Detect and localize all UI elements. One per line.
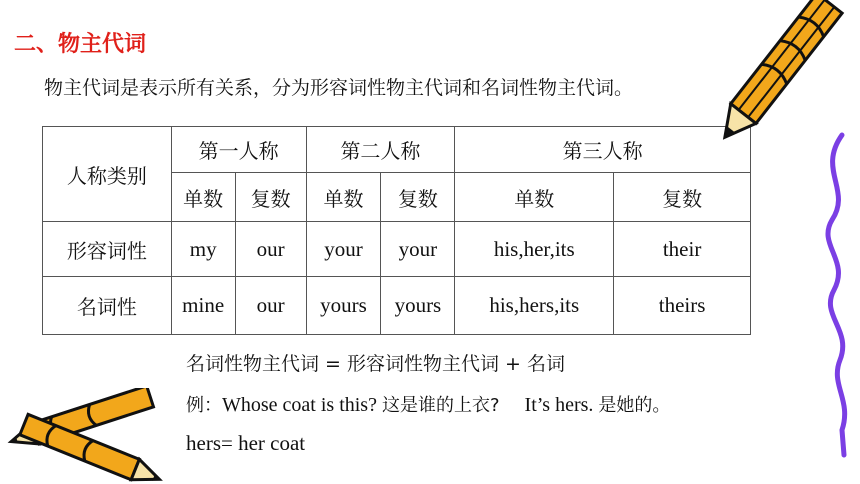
table-cell: yours (381, 277, 455, 335)
header-third-person: 第三人称 (455, 127, 751, 173)
header-number: 复数 (381, 173, 455, 222)
header-second-person: 第二人称 (306, 127, 455, 173)
table-cell: our (235, 277, 306, 335)
table-cell: their (614, 222, 751, 277)
row-label: 形容词性 (43, 222, 172, 277)
table-cell: theirs (614, 277, 751, 335)
example-answer-zh: 是她的。 (598, 395, 671, 416)
intro-text: 物主代词是表示所有关系，分为形容词性物主代词和名词性物主代词。 (44, 77, 634, 99)
table-cell: your (381, 222, 455, 277)
row-label: 名词性 (43, 277, 172, 335)
example-question-zh: 这是谁的上衣? (381, 395, 500, 416)
table-row (43, 222, 751, 277)
header-number: 单数 (455, 173, 614, 222)
table-row (43, 277, 751, 335)
table-cell: my (171, 222, 235, 277)
formula-text: 名词性物主代词 = 形容词性物主代词 + 名词 (186, 353, 565, 375)
example-prefix: 例： (186, 395, 222, 416)
crossed-pencils-clipart (0, 388, 175, 484)
section-heading: 二、物主代词 (14, 32, 147, 57)
header-number: 复数 (235, 173, 306, 222)
corner-header: 人称类别 (43, 127, 172, 222)
table-cell: yours (306, 277, 381, 335)
pronoun-table (42, 126, 751, 335)
header-number: 复数 (614, 173, 751, 222)
example-question-en: Whose coat is this? (222, 394, 377, 416)
note-text: hers= her coat (186, 431, 306, 455)
table-cell: your (306, 222, 381, 277)
header-number: 单数 (306, 173, 381, 222)
table-cell: his,hers,its (455, 277, 614, 335)
header-first-person: 第一人称 (171, 127, 306, 173)
example-answer-en: It’s hers. (524, 394, 594, 416)
squiggle-decoration (812, 130, 860, 460)
table-cell: his,her,its (455, 222, 614, 277)
header-number: 单数 (171, 173, 235, 222)
example-line (186, 391, 670, 417)
table-cell: mine (171, 277, 235, 335)
table-cell: our (235, 222, 306, 277)
